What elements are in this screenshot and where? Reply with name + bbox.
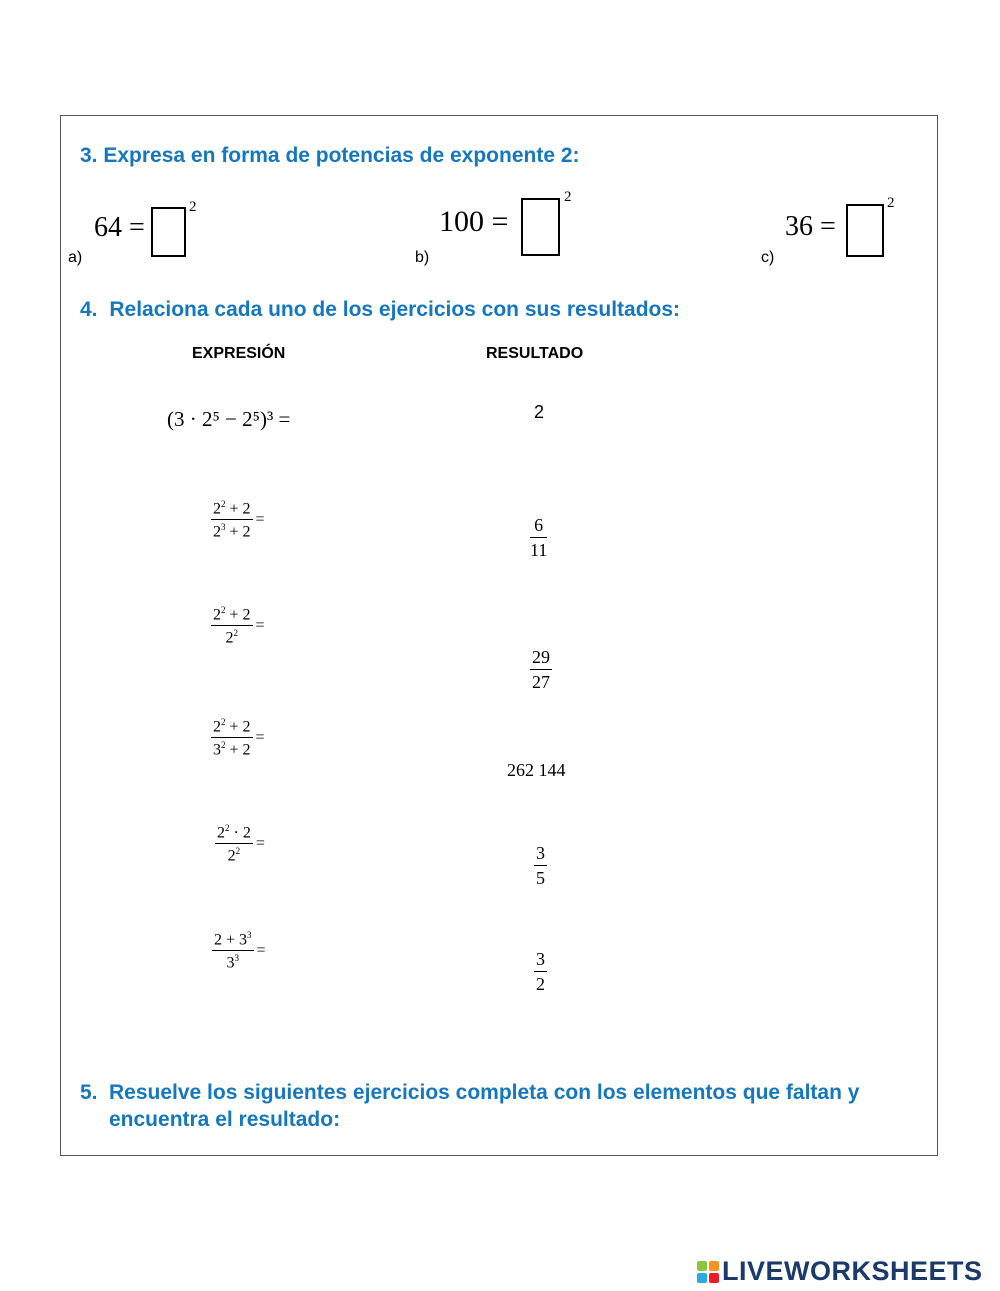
section-5-number: 5. — [80, 1081, 98, 1104]
section-3-heading — [80, 144, 580, 168]
expression-4: $\frac{2^2 + 2}{3^2 + 2}$ = — [213, 717, 265, 759]
logo-text: LIVEWORKSHEETS — [722, 1256, 983, 1286]
section-4-title: Relaciona cada uno de los ejercicios con sus resultados: — [109, 298, 681, 321]
result-2-denominator: 11 — [530, 540, 548, 560]
result-1: 2 — [534, 402, 545, 422]
result-4: 262 144 — [507, 760, 566, 780]
expression-5: $\frac{2^2 \cdot 2}{2^2}$ = — [217, 823, 265, 865]
section-5-heading — [80, 1079, 859, 1133]
result-5-numerator: 3 — [534, 844, 547, 866]
worksheet-frame — [60, 115, 938, 1156]
item-b-answer-box[interactable] — [521, 198, 560, 256]
result-3-denominator: 27 — [532, 672, 550, 692]
expression-6: $\frac{2 + 3^3}{3^3}$ = — [214, 930, 266, 972]
item-a-expression: 64 = — [94, 212, 145, 243]
section-4-heading — [80, 298, 680, 322]
item-b-exponent: 2 — [564, 189, 572, 205]
section-5-title-line-1: Resuelve los siguientes ejercicios completa con los elementos que faltan y — [109, 1081, 860, 1104]
result-6-numerator: 3 — [534, 950, 547, 972]
item-b-expression: 100 = — [439, 205, 509, 238]
result-3-numerator: 29 — [530, 648, 552, 670]
section-5-title-line-2: encuentra el resultado: — [109, 1108, 341, 1131]
item-a-answer-box[interactable] — [151, 207, 186, 257]
result-3 — [530, 648, 552, 691]
column-header-result: RESULTADO — [486, 345, 584, 362]
expression-1: (3 · 2⁵ − 2⁵)³ = — [167, 407, 291, 431]
item-c-expression: 36 = — [785, 211, 836, 242]
liveworksheets-logo — [697, 1256, 983, 1287]
result-6 — [534, 950, 547, 993]
result-5-denominator: 5 — [536, 868, 545, 888]
item-a-label: a) — [68, 249, 83, 266]
expression-2: $\frac{2^2 + 2}{2^3 + 2}$ = — [213, 499, 265, 541]
column-header-expression: EXPRESIÓN — [192, 345, 286, 362]
item-b-label: b) — [415, 249, 430, 266]
result-5 — [534, 844, 547, 887]
item-c-answer-box[interactable] — [846, 204, 884, 257]
section-4-number: 4. — [80, 298, 98, 321]
result-2 — [530, 516, 547, 559]
item-c-label: c) — [761, 249, 775, 266]
result-6-denominator: 2 — [536, 974, 545, 994]
section-3-title: Expresa en forma de potencias de exponente 2: — [103, 144, 580, 167]
logo-blocks-icon — [697, 1261, 719, 1283]
item-c-exponent: 2 — [887, 195, 895, 211]
expression-3: $\frac{2^2 + 2}{2^2}$ = — [213, 605, 265, 647]
section-3-number: 3. — [80, 144, 98, 167]
item-a-exponent: 2 — [189, 199, 197, 215]
result-2-numerator: 6 — [530, 516, 547, 538]
